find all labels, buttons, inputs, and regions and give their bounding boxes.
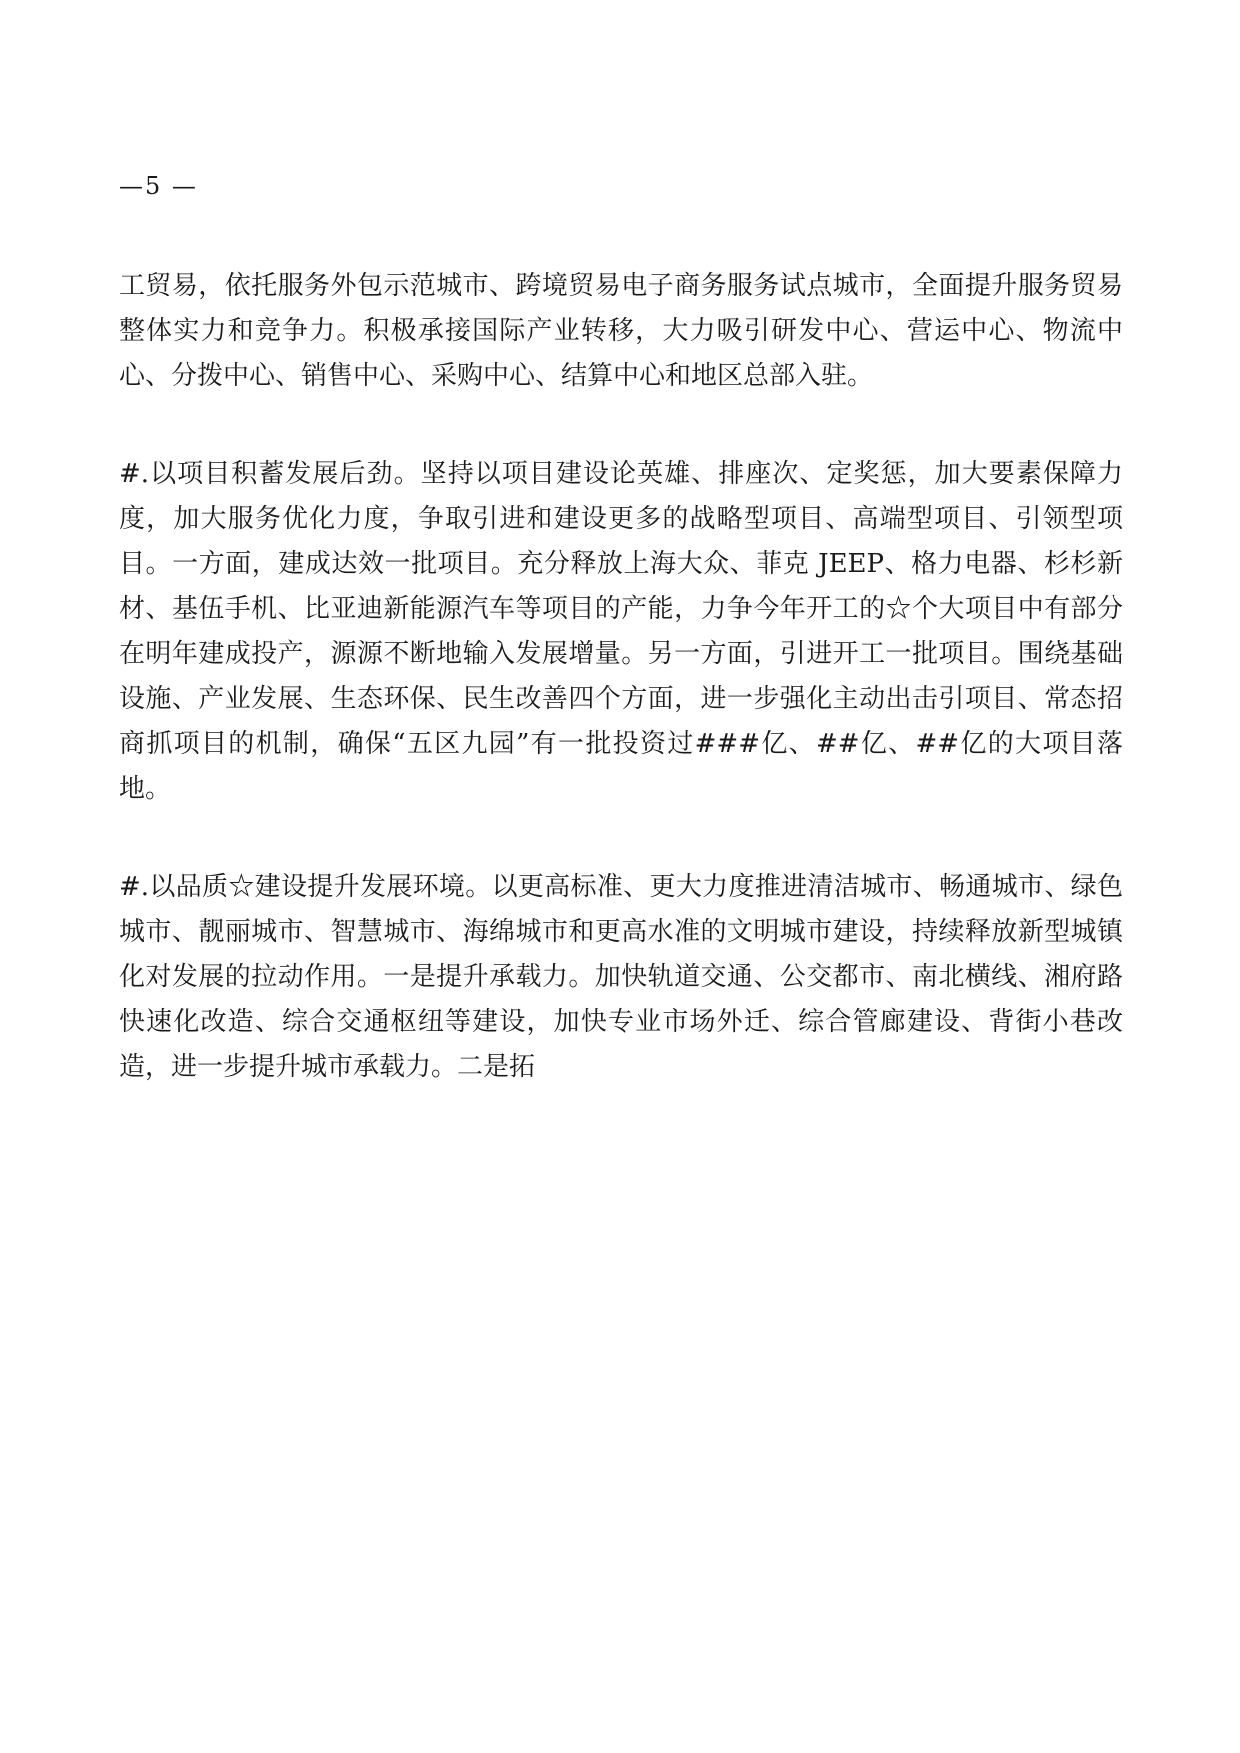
paragraph-projects: #.以项目积蓄发展后劲。坚持以项目建设论英雄、排座次、定奖惩，加大要素保障力度，加大服务优化力度，争取引进和建设更多的战略型项目、高端型项目、引领型项目。一方面，建成达效一批项目。充分释放上海大众、菲克 JEEP、格力电器、杉杉新材、基伍手机、比亚迪新能源汽车等项目的产能，力争今年开工的☆个大项目中有部分在明年建成投产，源源不断地输入发展增量。另一方面，引进开工一批项目。围绕基础设施、产业发展、生态环保、民生改善四个方面，进一步强化主动出击引项目、常态招商抓项目的机制，确保“五区九园”有一批投资过###亿、##亿、##亿的大项目落地。 bbox=[119, 459, 1123, 804]
page-number: —5 — bbox=[119, 172, 198, 200]
paragraph-trade: 工贸易，依托服务外包示范城市、跨境贸易电子商务服务试点城市，全面提升服务贸易整体实力和竞争力。积极承接国际产业转移，大力吸引研发中心、营运中心、物流中心、分拨中心、销售中心、采购中心、结算中心和地区总部入驻。 bbox=[119, 271, 1123, 391]
document-body bbox=[119, 264, 1123, 1090]
paragraph-city-quality: #.以品质☆建设提升发展环境。以更高标准、更大力度推进清洁城市、畅通城市、绿色城市、靓丽城市、智慧城市、海绵城市和更高水准的文明城市建设，持续释放新型城镇化对发展的拉动作用。一是提升承载力。加快轨道交通、公交都市、南北横线、湘府路快速化改造、综合交通枢纽等建设，加快专业市场外迁、综合管廊建设、背街小巷改造，进一步提升城市承载力。二是拓 bbox=[119, 872, 1123, 1082]
